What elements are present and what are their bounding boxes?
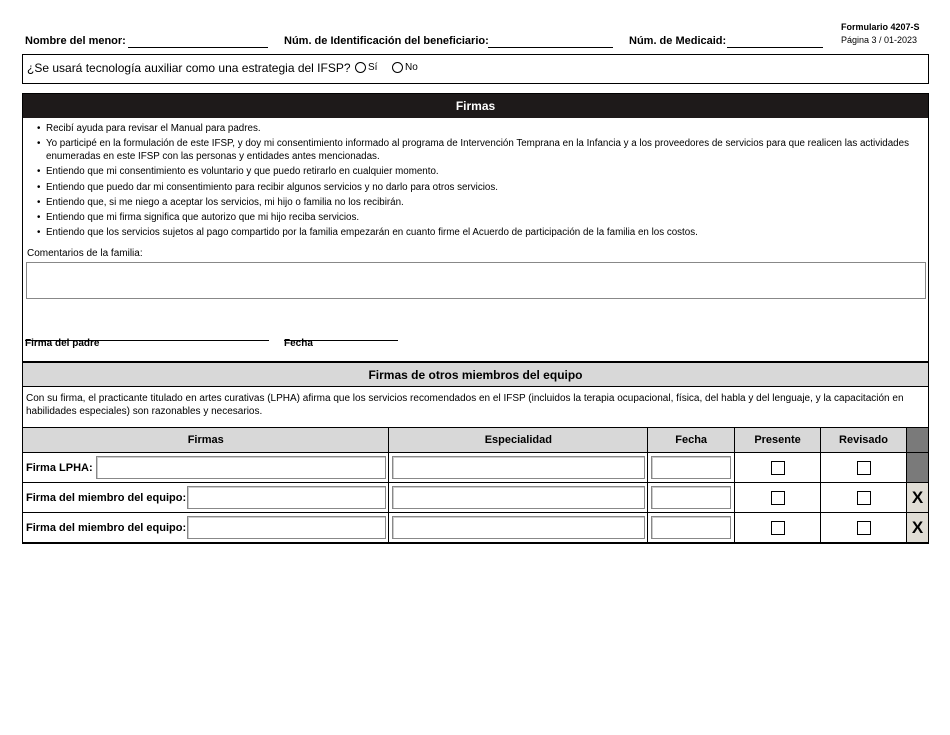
reviewed-cell <box>821 513 907 543</box>
comments-label: Comentarios de la familia: <box>27 248 143 259</box>
parent-signature-label: Firma del padre <box>25 338 100 349</box>
row-label: Firma del miembro del equipo: <box>26 522 187 534</box>
list-item: • Entiendo que puedo dar mi consentimiento para recibir algunos servicios y no darlo para otros servicios. <box>37 181 917 194</box>
remove-row-button[interactable]: X <box>906 513 928 543</box>
specialty-cell <box>389 513 648 543</box>
team-signatures-section <box>22 362 929 544</box>
consent-list <box>37 122 917 241</box>
col-header-signatures: Firmas <box>23 428 389 453</box>
list-item: • Entiendo que, si me niego a aceptar los servicios, mi hijo o familia no los recibirán. <box>37 196 917 209</box>
radio-no-icon[interactable] <box>392 62 403 73</box>
reviewed-checkbox[interactable] <box>857 461 871 475</box>
col-header-reviewed: Revisado <box>821 428 907 453</box>
page-info: Página 3 / 01-2023 <box>841 35 918 45</box>
beneficiary-id-label: Núm. de Identificación del beneficiario: <box>284 35 489 47</box>
signature-cell <box>23 453 389 483</box>
form-number: Formulario 4207-S <box>841 22 920 32</box>
child-name-label: Nombre del menor: <box>25 35 126 47</box>
lpha-signature-input[interactable] <box>96 456 386 479</box>
medicaid-label: Núm. de Medicaid: <box>629 35 727 47</box>
signatures-section <box>22 93 929 362</box>
option-no[interactable]: No <box>392 62 418 73</box>
remove-cell-disabled <box>906 453 928 483</box>
reviewed-checkbox[interactable] <box>857 491 871 505</box>
date-cell <box>648 483 735 513</box>
specialty-cell <box>389 483 648 513</box>
list-item: • Recibí ayuda para revisar el Manual para padres. <box>37 122 917 135</box>
reviewed-cell <box>821 483 907 513</box>
assistive-tech-question <box>22 54 929 84</box>
option-yes[interactable]: Sí <box>355 62 377 73</box>
col-header-specialty: Especialidad <box>389 428 648 453</box>
specialty-input[interactable] <box>392 456 645 479</box>
team-member-signature-input[interactable] <box>187 486 386 509</box>
list-item: • Entiendo que los servicios sujetos al pago compartido por la familia empezarán en cuanto firme el Acuerdo de participación de la familia en los costos. <box>37 226 917 239</box>
medicaid-field[interactable] <box>727 47 823 48</box>
question-text: ¿Se usará tecnología auxiliar como una estrategia del IFSP? <box>27 61 351 75</box>
col-header-date: Fecha <box>648 428 735 453</box>
specialty-input[interactable] <box>392 516 645 539</box>
row-label: Firma del miembro del equipo: <box>26 492 187 504</box>
present-cell <box>735 483 821 513</box>
specialty-cell <box>389 453 648 483</box>
list-item: • Entiendo que mi firma significa que autorizo que mi hijo reciba servicios. <box>37 211 917 224</box>
team-signatures-table <box>22 427 929 543</box>
date-input[interactable] <box>651 516 731 539</box>
date-cell <box>648 513 735 543</box>
row-label: Firma LPHA: <box>26 462 93 474</box>
beneficiary-id-field[interactable] <box>488 47 613 48</box>
present-checkbox[interactable] <box>771 461 785 475</box>
present-checkbox[interactable] <box>771 521 785 535</box>
team-title: Firmas de otros miembros del equipo <box>23 362 928 387</box>
signatures-title: Firmas <box>23 94 928 118</box>
date-label: Fecha <box>284 338 313 349</box>
table-row <box>23 513 929 543</box>
radio-yes-icon[interactable] <box>355 62 366 73</box>
present-cell <box>735 453 821 483</box>
reviewed-cell <box>821 453 907 483</box>
col-header-remove <box>906 428 928 453</box>
date-cell <box>648 453 735 483</box>
present-cell <box>735 513 821 543</box>
team-member-signature-input[interactable] <box>187 516 386 539</box>
list-item: • Yo participé en la formulación de este IFSP, y doy mi consentimiento informado al programa de Intervención Temprana en la Infancia y a los proveedores de servicios para que realicen las actividades enumeradas en este IFSP con las personas y entidades antes mencionadas. <box>37 137 917 163</box>
present-checkbox[interactable] <box>771 491 785 505</box>
child-name-field[interactable] <box>128 47 268 48</box>
table-row <box>23 453 929 483</box>
signature-cell <box>23 483 389 513</box>
remove-row-button[interactable]: X <box>906 483 928 513</box>
signature-cell <box>23 513 389 543</box>
table-row <box>23 483 929 513</box>
specialty-input[interactable] <box>392 486 645 509</box>
table-header-row <box>23 428 929 453</box>
date-input[interactable] <box>651 486 731 509</box>
col-header-present: Presente <box>735 428 821 453</box>
reviewed-checkbox[interactable] <box>857 521 871 535</box>
date-input[interactable] <box>651 456 731 479</box>
list-item: • Entiendo que mi consentimiento es voluntario y que puedo retirarlo en cualquier momento. <box>37 165 917 178</box>
lpha-note: Con su firma, el practicante titulado en artes curativas (LPHA) afirma que los servicios recomendados en el IFSP (incluidos la terapia ocupacional, física, del habla y del lenguaje, y la capacitación en habilidades especiales) son razonables y necesarios. <box>26 393 904 417</box>
comments-field[interactable] <box>26 262 926 299</box>
